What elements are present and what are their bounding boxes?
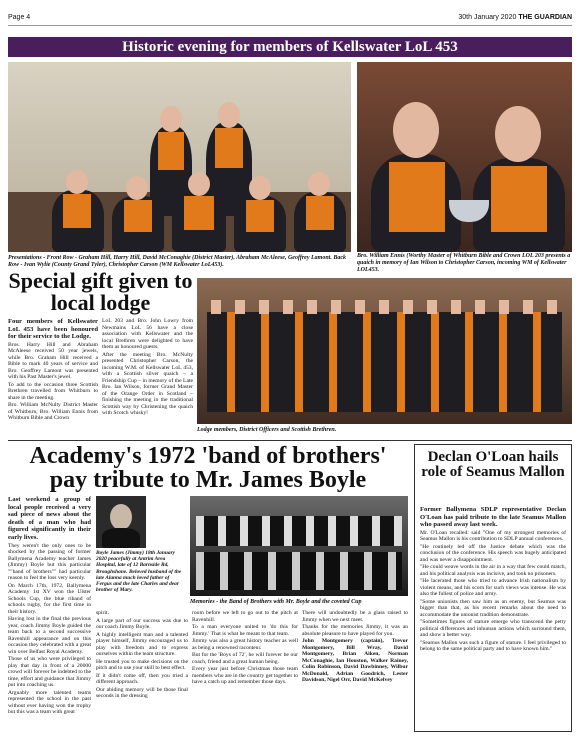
lodge-members-photo <box>197 278 572 424</box>
quaich-photo <box>357 62 572 252</box>
academy-col3: room before we left to go out to the pitch at Ravenhill. To a man everyone united to 'do this for Jimmy.' That is what he meant to that team. Jimmy was also a great history teacher as well as being a renowned raconteur. But for the 'Boys of 72', he will forever be our coach, friend and a great human being. Every year just before Christmas those team members who are in the country get together to have a catch up and remember those days. <box>192 610 298 685</box>
special-gift-headline: Special gift given to local lodge <box>8 268 193 315</box>
academy-col4: There will undoubtedly be a glass raised to Jimmy when we next meet. Thanks for the memories Jimmy, it was an absolute pleasure to have played for you. John Montgomery (captain), Trevor Montgomery, Bill Wray, David Montgomery, Brian Aiken, Norman McConaghie, Ian Houston, Walker Rainey, Colin Robinson, David Dawbinney, Wilbur McDonald, Adrian Goodrich, Lester Davidson, Nigel Orr, David McKelvey <box>302 610 408 683</box>
oloan-headline: Declan O'Loan hails role of Seamus Mallon <box>421 449 565 480</box>
team-photo <box>190 496 408 596</box>
section-banner: Historic evening for members of Kellswater LoL 453 <box>8 37 572 57</box>
section-divider <box>8 440 572 441</box>
presentations-photo <box>8 62 351 252</box>
academy-col2: spirit. A large part of our success was due to our coach Jimmy Boyle. A highly intelligent man and a talented player himself, Jimmy encouraged us to play with freedom and to express ourselves within the team structure. He trusted you to make decisions on the pitch and to use your skill to best effect. If it didn't come off, then you tried a different approach. Our abiding memory will be those final seconds in the dressing <box>96 610 188 699</box>
team-photo-caption: Memories - the Band of Brothers with Mr. Boyle and the coveted Cup <box>190 599 362 605</box>
quaich-caption: Bro. William Ennis (Worthy Master of Whitburn Bible and Crown LOL 203 presents a quaich in memory of Ian Wilson to Christopher Carson, incoming WM of Kellswater LOL453. <box>357 253 571 273</box>
page-header <box>8 14 572 26</box>
page-number: Page 4 <box>8 14 31 21</box>
academy-col1: Last weekend a group of local people received a very sad piece of news about the death of a man who had figured significantly in their early lives. They weren't the only ones to be shocked by the passing of former Ballymena Academy teacher James (Jimmy) Boyle but this particular ""band of brothers"" had particular reason to feel the loss very keenly. On March 17th, 1972, Ballymena Academy 1st XV won the Ulster Schools Cup, the blue riband of schools rugby, for the first time in their history. Having lost in the final the previous year, coach Jimmy Boyle guided the team back to a second successive Ravenhill appearance and on this occasion they celebrated with a great win over Belfast Royal Academy. Those of us who were privileged to play that day in front of a 20000 crowd will forever be indebted to the time, effort and guidance that Jimmy put into coaching us. Arguably more talented teams represented the school in the past without ever having won the trophy but this was a team with great <box>8 496 91 716</box>
james-boyle-portrait <box>96 496 146 548</box>
issue-date: 30th January 2020 THE GUARDIAN <box>458 14 572 21</box>
james-boyle-caption: Boyle James (Jimmy) 18th January 2020 peacefully at Antrim Area Hospital, late of 12 Barnside Rd, Broughshane. Beloved husband of the late Alanna much loved father of Fergus and the late Charles and dear brother of Mary. <box>96 550 182 594</box>
special-gift-col2: LoL 203 and Bro. John Lowry from Newmains LoL 56 have a close association with Kellswater and the local Brethren were delighted to have them as honoured guests. After the meeting Bro. McNulty presented Christopher Carson, the incoming W.M. of Kellswater LoL 453, with a Scottish silver quaich – a Friendship Cup – in memory of the Late Bro. Ian Wilson, former Grand Master of the Orange Order in Scotland – finishing the meeting in the traditional Scottish way by Christening the quaich with Scotch whisky! <box>102 318 193 416</box>
lodge-members-caption: Lodge members, District Officers and Scottish Brethren. <box>197 427 337 433</box>
presentations-caption: Presentations - Front Row - Graham Hill, Harry Hill, David McConaghie (District Master), Abraham McAleese, Geoffrey Lamont. Back Row - Ivan Wylie (County Grand Tyler), Christopher Carson (WM Kellswater LoL453). <box>8 255 347 268</box>
special-gift-col1: Four members of Kellswater LoL 453 have been honoured for their service to the Lodge. Bros. Harry Hill and Abraham McAleese received 50 year jewels, while Bro. Graham Hill received a Bible to mark 40 years of service and Bro. Geoffrey Lamont was presented with his Past Master's jewel. To add to the occasion three Scottish Brethren travelled from Whitburn to share in the meeting. Bro. William McNulty District Master of Whitburn, Bro. William Ennis from Whitburn Bible and Crown <box>8 318 98 422</box>
academy-headline: Academy's 1972 'band of brothers' pay tribute to Mr. James Boyle <box>29 443 387 493</box>
oloan-body: Former Ballymena SDLP representative Declan O'Loan has paid tribute to the late Seamus Mallon who passed away last week. Mr. O'Loan recalled: said "One of my strongest memories of Seamus Mallon is his contribution to SDLP annual conferences. "He routinely led off the Justice debate which was the conclusion of the conference. His speech was hugely anticipated and was never a disappointment. "He could weave words in the air in a way that few could match, and his political analysis was incisive, and took no prisoners. "He lacerated those who tried to advance Irish nationalism by violent means, and his scorn for such views was intense. He was also the fullest of police and army. "Some unionists then saw him as an enemy, but Seamus was bigger than that, as his recent remarks about the need to accommodate the unionist tradition demonstrate. "Sometimes figures of stature emerge who transcend the petty political differences and inhuman actions which surround them, and show a better way. "Seamus Mallon was such a figure of stature. I feel privileged to belong to the same political party and to have known him." <box>420 506 566 653</box>
